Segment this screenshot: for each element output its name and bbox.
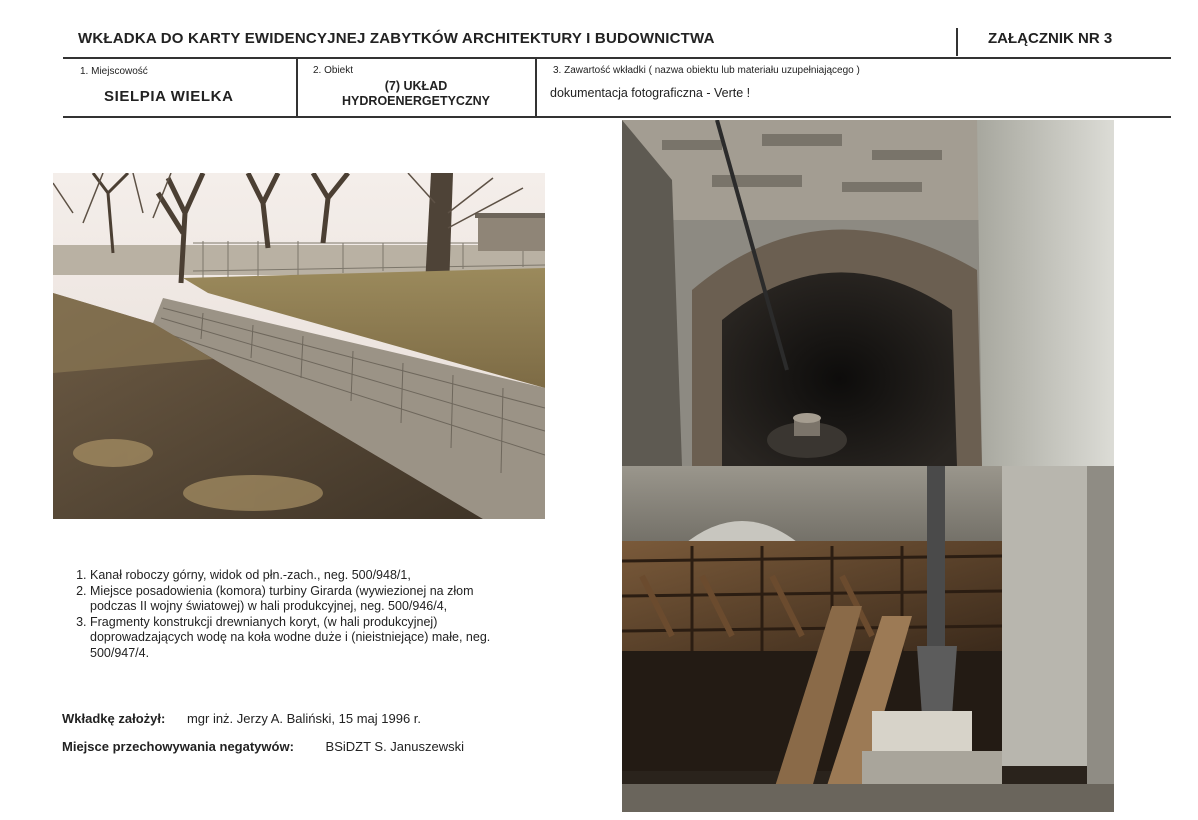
caption-3: 3. Fragmenty konstrukcji drewnianych koryt, (w hali produkcyjnej) doprowadzających wodę na koła wodne duże i (nieistniejące) małe, neg. 500/947/4. xyxy=(90,615,522,662)
storage-label: Miejsce przechowywania negatywów: xyxy=(62,739,294,754)
photo-captions xyxy=(72,568,522,661)
object-value-line1: (7) UKŁAD xyxy=(384,79,448,93)
author-row xyxy=(62,711,421,726)
header-rule-bottom xyxy=(63,116,1171,118)
locality-value: SIELPIA WIELKA xyxy=(104,88,234,105)
photo-wooden-troughs xyxy=(622,466,1114,812)
header-divider xyxy=(956,28,958,56)
content-label: 3. Zawartość wkładki ( nazwa obiektu lub materiału uzupełniającego ) xyxy=(553,65,860,76)
storage-value: BSiDZT S. Januszewski xyxy=(325,739,464,754)
object-value-line2: HYDROENERGETYCZNY xyxy=(342,94,490,108)
content-value: dokumentacja fotograficzna - Verte ! xyxy=(550,86,751,100)
author-label: Wkładkę założył: xyxy=(62,711,166,726)
photo-upper-canal xyxy=(53,173,545,519)
caption-2: 2. Miejsce posadowienia (komora) turbiny Girarda (wywiezionej na złom podczas II wojny światowej) w hali produkcyjnej, neg. 500/946/4, xyxy=(90,584,522,615)
caption-1: 1. Kanał roboczy górny, widok od płn.-zach., neg. 500/948/1, xyxy=(90,568,522,584)
document-title: WKŁADKA DO KARTY EWIDENCYJNEJ ZABYTKÓW ARCHITEKTURY I BUDOWNICTWA xyxy=(78,30,715,47)
storage-row xyxy=(62,739,464,754)
photo-turbine-chamber xyxy=(622,120,1114,466)
author-value: mgr inż. Jerzy A. Baliński, 15 maj 1996 r. xyxy=(186,711,422,726)
object-label: 2. Obiekt xyxy=(313,65,354,76)
annex-label: ZAŁĄCZNIK NR 3 xyxy=(988,30,1113,47)
header-rule-top xyxy=(63,57,1171,59)
locality-label: 1. Miejscowość xyxy=(80,66,148,77)
